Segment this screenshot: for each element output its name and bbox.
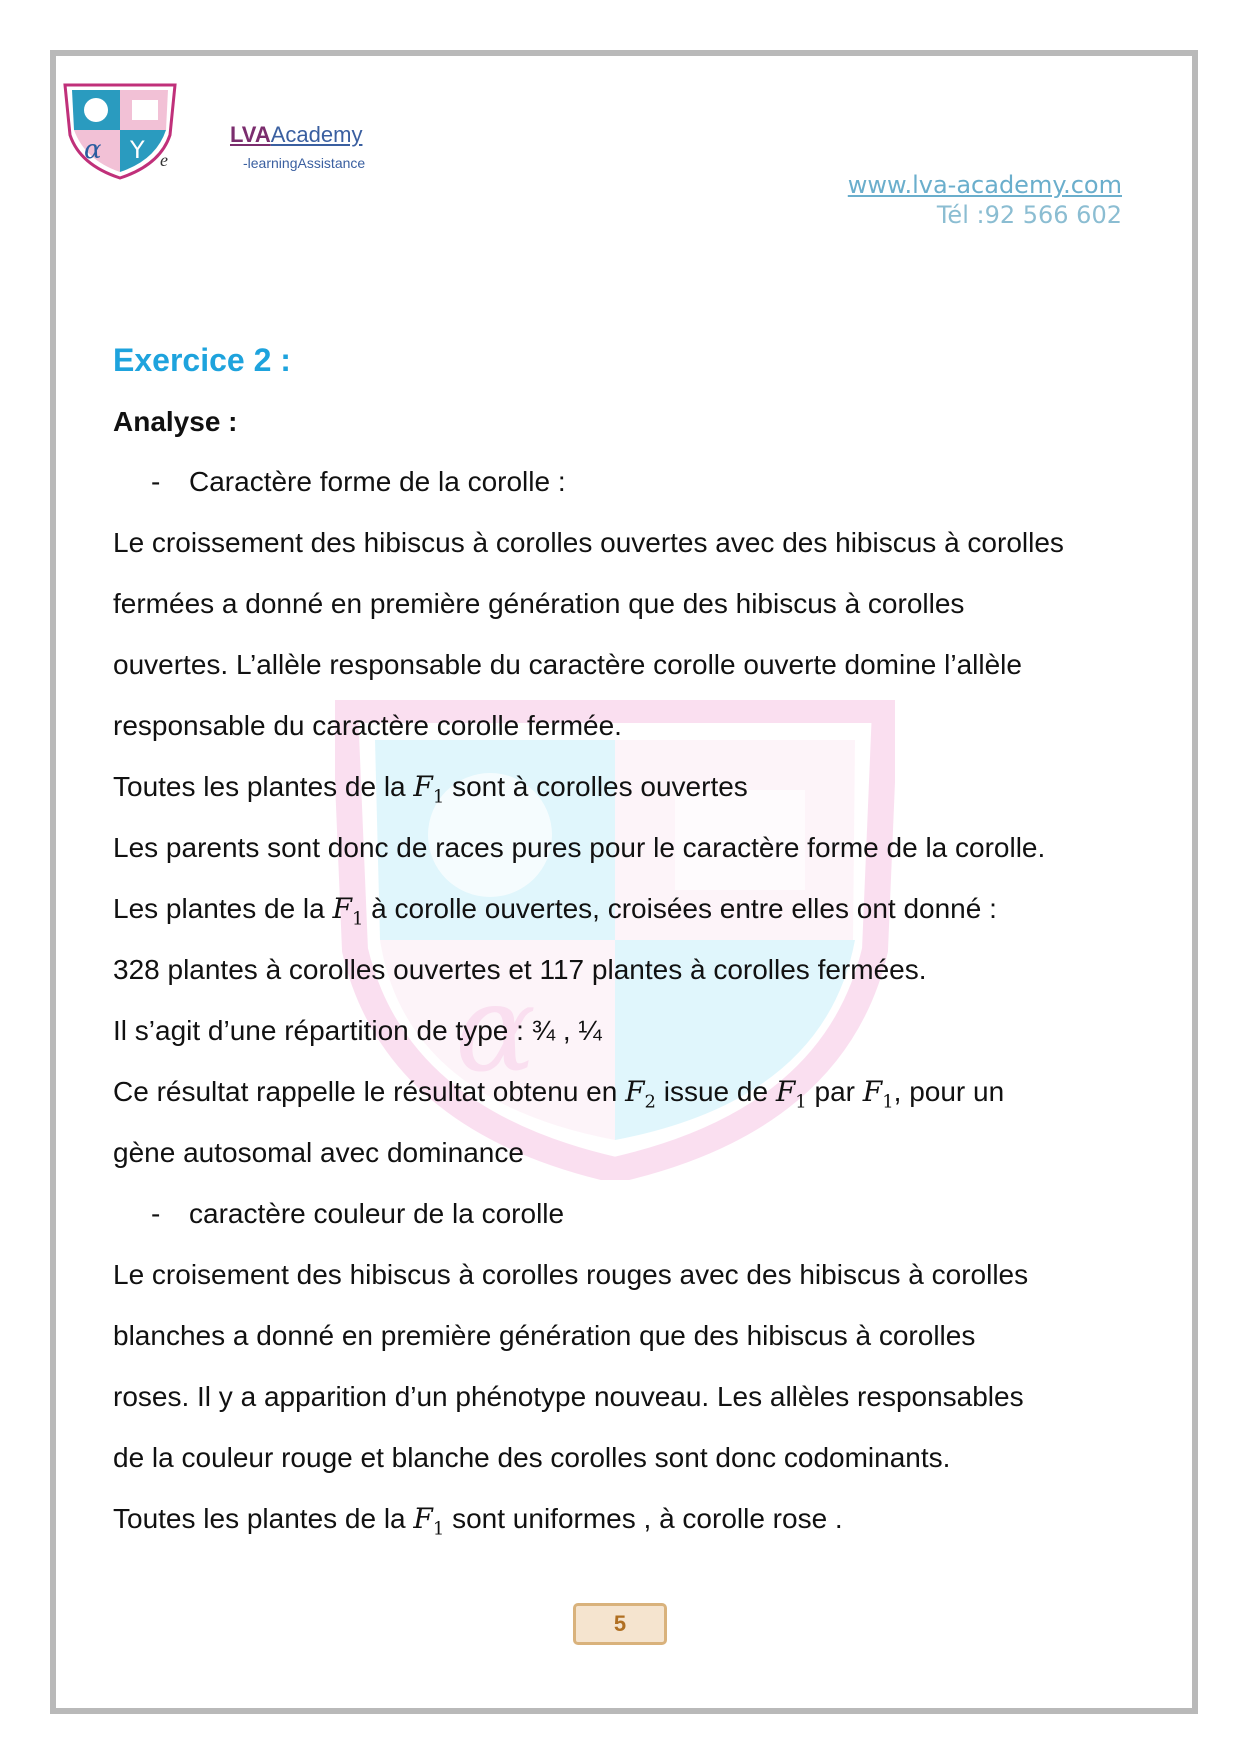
text-run: sont à corolles ouvertes	[444, 771, 748, 802]
brand-academy: Academy	[270, 122, 363, 147]
math-subscript: 1	[882, 1091, 894, 1113]
math-f1	[332, 892, 364, 930]
paragraph-line: ouvertes. L’allèle responsable du caractère corolle ouverte domine l’allèle	[113, 649, 1022, 680]
math-letter: F	[332, 892, 352, 925]
paragraph-line: Le croisement des hibiscus à corolles rouges avec des hibiscus à corolles	[113, 1259, 1029, 1290]
paragraph-line: Le croissement des hibiscus à corolles ouvertes avec des hibiscus à corolles	[113, 527, 1064, 558]
math-f1	[775, 1075, 807, 1113]
brand-lva: LVA	[230, 122, 271, 147]
website-link[interactable]: www.lva-academy.com	[847, 171, 1122, 199]
bullet-text: caractère couleur de la corolle	[189, 1198, 565, 1229]
math-letter: F	[862, 1075, 883, 1108]
text-run: , pour un	[893, 1076, 1005, 1107]
brand-tagline: -learningAssistance	[243, 155, 366, 171]
math-letter: F	[625, 1075, 645, 1108]
paragraph-line	[113, 1499, 1133, 1560]
math-f1	[413, 770, 445, 808]
text-run: Ce résultat rappelle le résultat obtenu en	[113, 1076, 626, 1107]
math-subscript: 1	[432, 786, 445, 808]
math-letter: F	[413, 1502, 433, 1535]
text-run: à corolle ouvertes, croisées entre elles ont donné :	[363, 893, 997, 924]
bullet-item: - caractère couleur de la corolle	[151, 1198, 565, 1229]
text-run: Les plantes de la	[113, 893, 333, 924]
phone-number: Tél :92 566 602	[936, 201, 1122, 229]
contact-block	[848, 170, 1122, 230]
paragraph-line: responsable du caractère corolle fermée.	[113, 710, 622, 741]
brand-name	[230, 122, 362, 148]
page-number: 5	[573, 1603, 667, 1645]
text-run: Toutes les plantes de la	[113, 771, 414, 802]
paragraph-line: Il s’agit d’une répartition de type : ¾ , ¼	[113, 1015, 602, 1046]
paragraph-line	[113, 767, 1133, 828]
text-run: par	[806, 1076, 863, 1107]
paragraph-line: de la couleur rouge et blanche des corolles sont donc codominants.	[113, 1442, 951, 1473]
svg-text:α: α	[84, 135, 102, 165]
paragraph-line: blanches a donné en première génération que des hibiscus à corolles	[113, 1320, 976, 1351]
paragraph-line: roses. Il y a apparition d’un phénotype nouveau. Les allèles responsables	[113, 1381, 1024, 1412]
math-f2	[625, 1075, 656, 1113]
bullet-text: Caractère forme de la corolle :	[189, 466, 566, 497]
analysis-title: Analyse :	[113, 406, 238, 437]
paragraph-line: 328 plantes à corolles ouvertes et 117 plantes à corolles fermées.	[113, 954, 927, 985]
text-run: issue de	[655, 1076, 776, 1107]
svg-text:α: α	[455, 960, 537, 1099]
paragraph-line: fermées a donné en première génération que des hibiscus à corolles	[113, 588, 965, 619]
math-letter: F	[413, 770, 433, 803]
math-subscript: 1	[351, 908, 364, 930]
math-subscript: 1	[795, 1091, 807, 1113]
math-f1	[413, 1502, 445, 1540]
text-run: sont uniformes , à corolle rose .	[444, 1503, 843, 1534]
main-content	[113, 340, 1133, 1560]
bullet-item: - Caractère forme de la corolle :	[151, 466, 566, 497]
exercise-title: Exercice 2 :	[113, 342, 291, 378]
brand-e-letter: e	[160, 150, 168, 170]
math-f1	[862, 1075, 894, 1113]
paragraph-line: gène autosomal avec dominance	[113, 1137, 524, 1168]
math-letter: F	[775, 1075, 796, 1108]
paragraph-line	[113, 1072, 1133, 1133]
svg-text:Y: Y	[130, 136, 145, 164]
text-run: Toutes les plantes de la	[113, 1503, 414, 1534]
math-subscript: 1	[432, 1518, 445, 1540]
math-subscript: 2	[644, 1091, 656, 1113]
paragraph-line: Les parents sont donc de races pures pour le caractère forme de la corolle.	[113, 832, 1046, 863]
paragraph-line	[113, 889, 1133, 950]
